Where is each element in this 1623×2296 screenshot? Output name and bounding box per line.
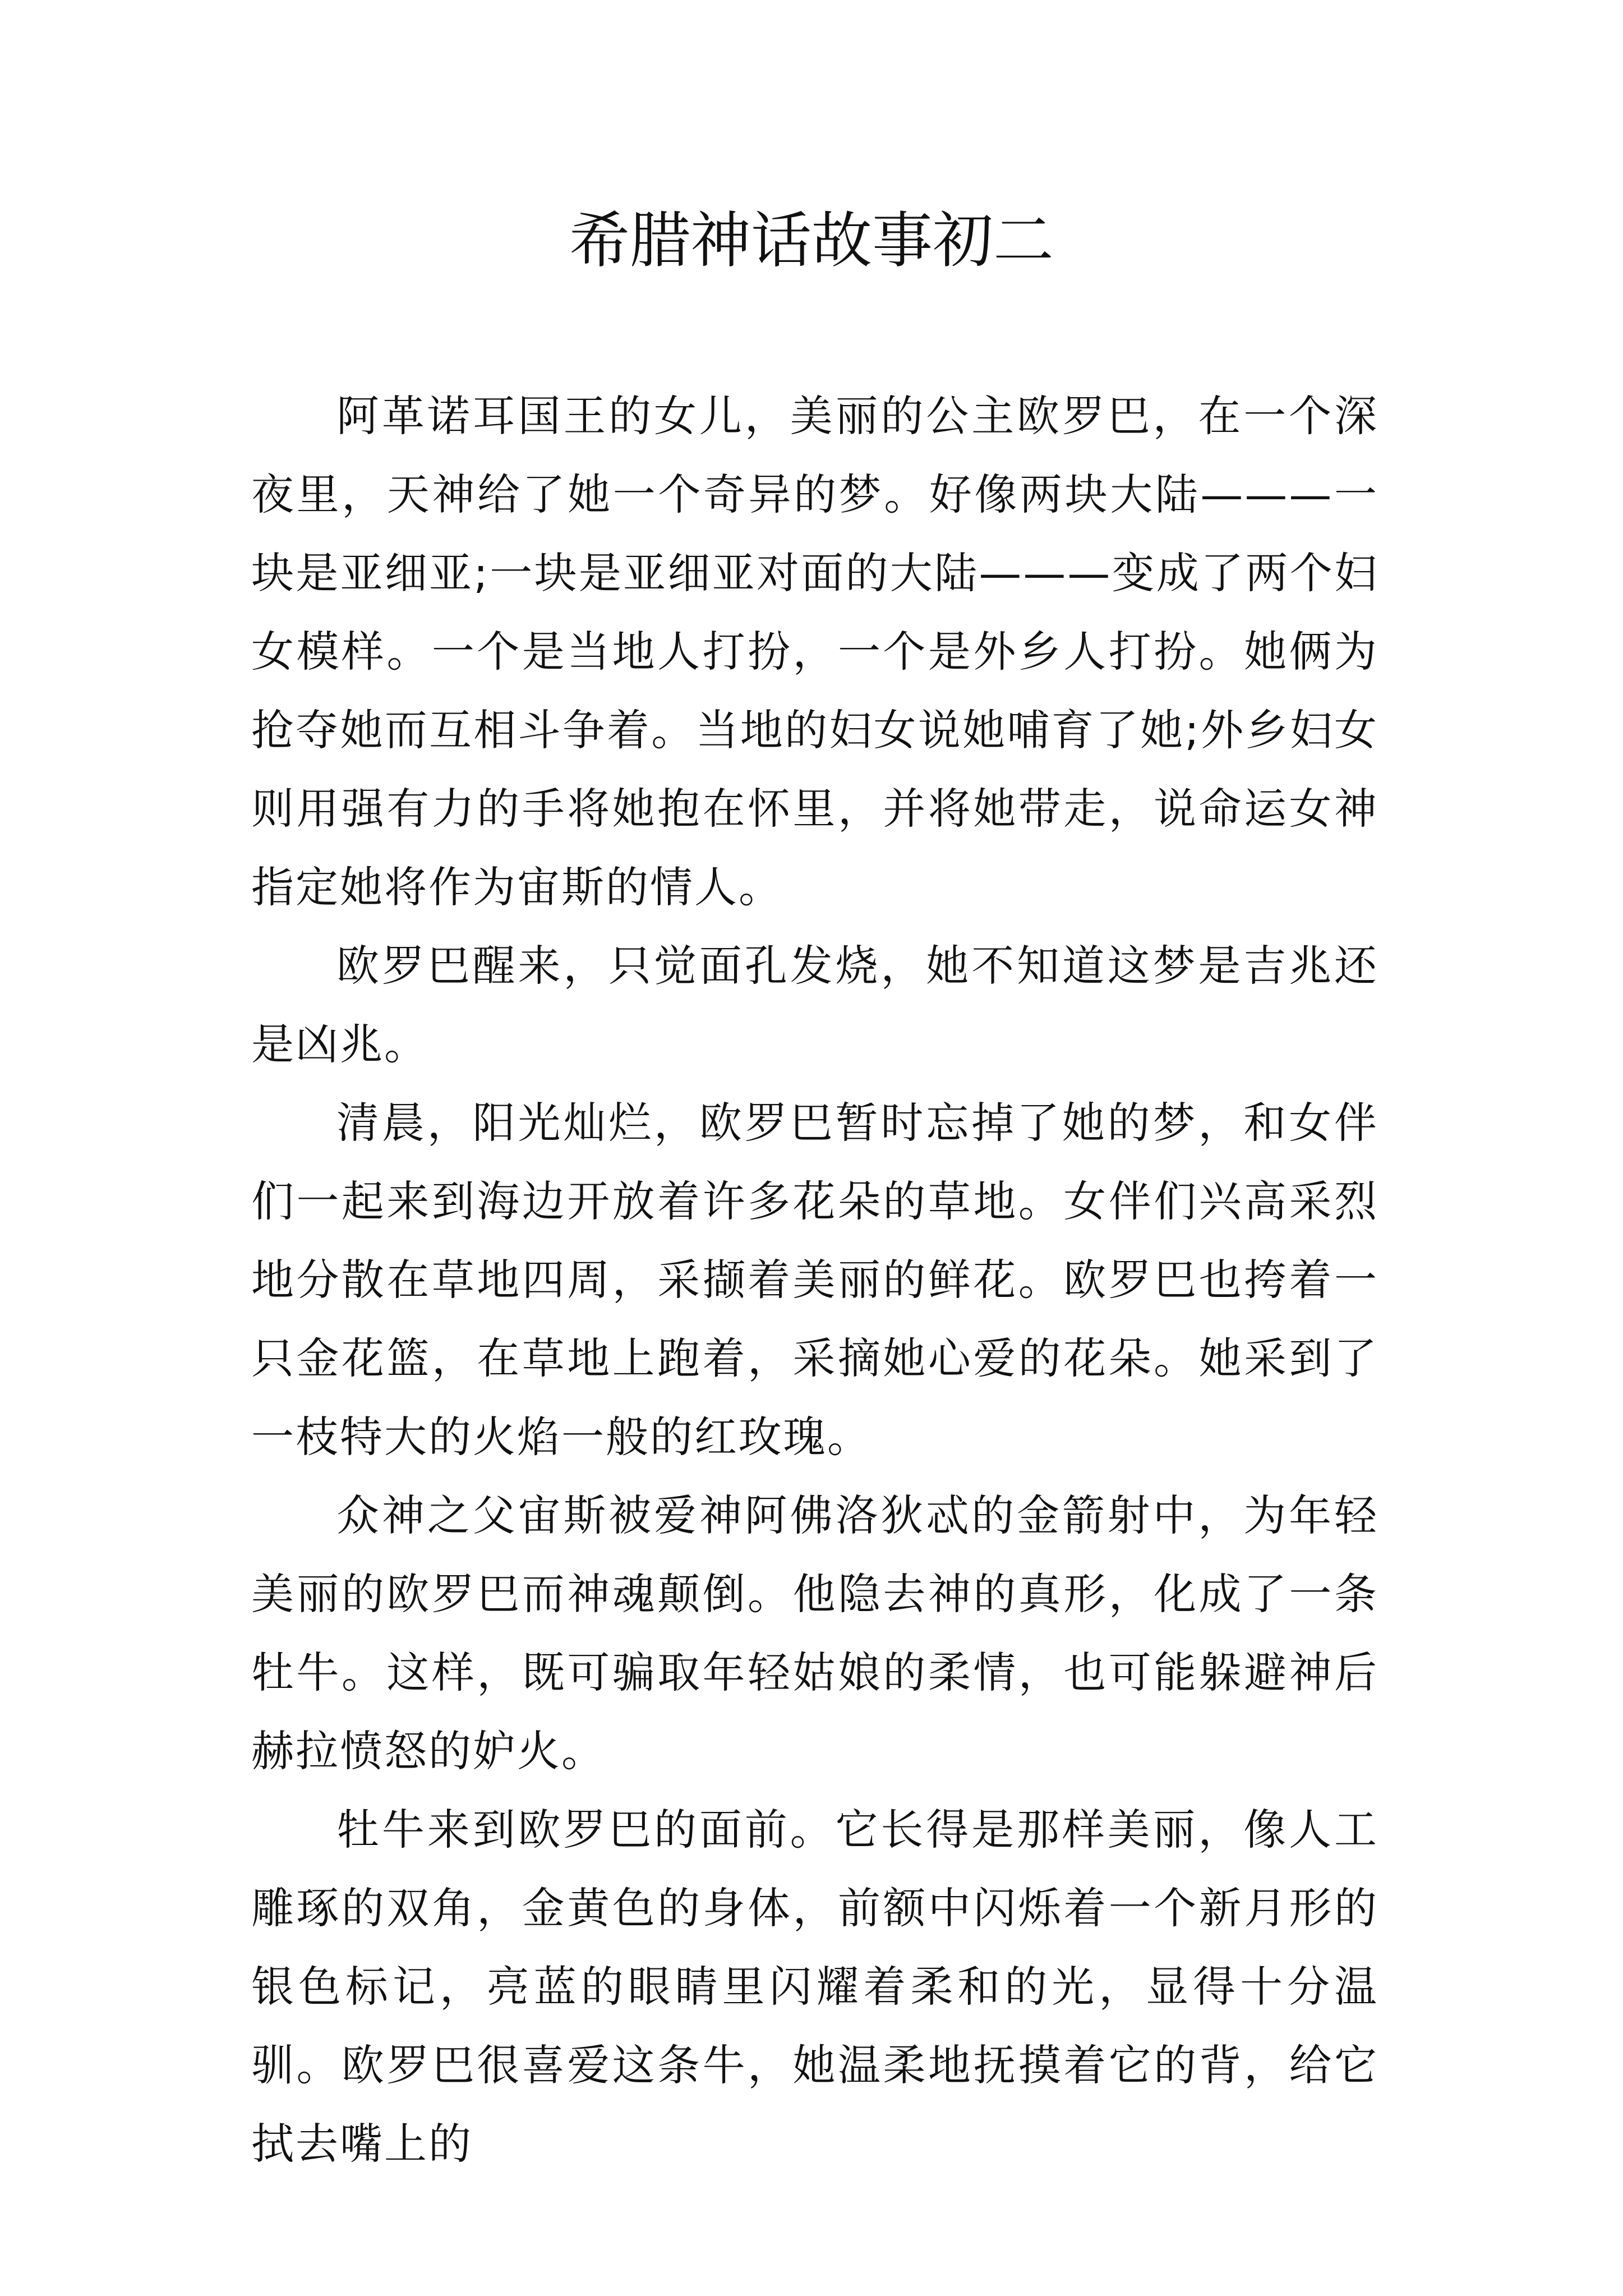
document-title: 希腊神话故事初二 <box>569 206 1054 276</box>
paragraph-3: 清晨，阳光灿烂，欧罗巴暂时忘掉了她的梦，和女伴们一起来到海边开放着许多花朵的草地。女伴们兴高采烈地分散在草地四周，采撷着美丽的鲜花。欧罗巴也挎着一只金花篮，在草地上跑着，采摘她心爱的花朵。她采到了一枝特大的火焰一般的红玫瑰。 <box>251 1098 1378 1462</box>
paragraph-1: 阿革诺耳国王的女儿，美丽的公主欧罗巴，在一个深夜里，天神给了她一个奇异的梦。好像两块大陆———一块是亚细亚;一块是亚细亚对面的大陆———变成了两个妇女模样。一个是当地人打扮，一个是外乡人打扮。她俩为抢夺她而互相斗争着。当地的妇女说她哺育了她;外乡妇女则用强有力的手将她抱在怀里，并将她带走，说命运女神指定她将作为宙斯的情人。 <box>251 391 1378 912</box>
paragraph-4: 众神之父宙斯被爱神阿佛洛狄忒的金箭射中，为年轻美丽的欧罗巴而神魂颠倒。他隐去神的真形，化成了一条牡牛。这样，既可骗取年轻姑娘的柔情，也可能躲避神后赫拉愤怒的妒火。 <box>251 1490 1378 1776</box>
document-body <box>251 377 1378 2183</box>
paragraph-5: 牡牛来到欧罗巴的面前。它长得是那样美丽，像人工雕琢的双角，金黄色的身体，前额中闪烁着一个新月形的银色标记，亮蓝的眼睛里闪耀着柔和的光，显得十分温驯。欧罗巴很喜爱这条牛，她温柔地抚摸着它的背，给它拭去嘴上的 <box>251 1805 1378 2169</box>
paragraph-2: 欧罗巴醒来，只觉面孔发烧，她不知道这梦是吉兆还是凶兆。 <box>251 941 1378 1069</box>
